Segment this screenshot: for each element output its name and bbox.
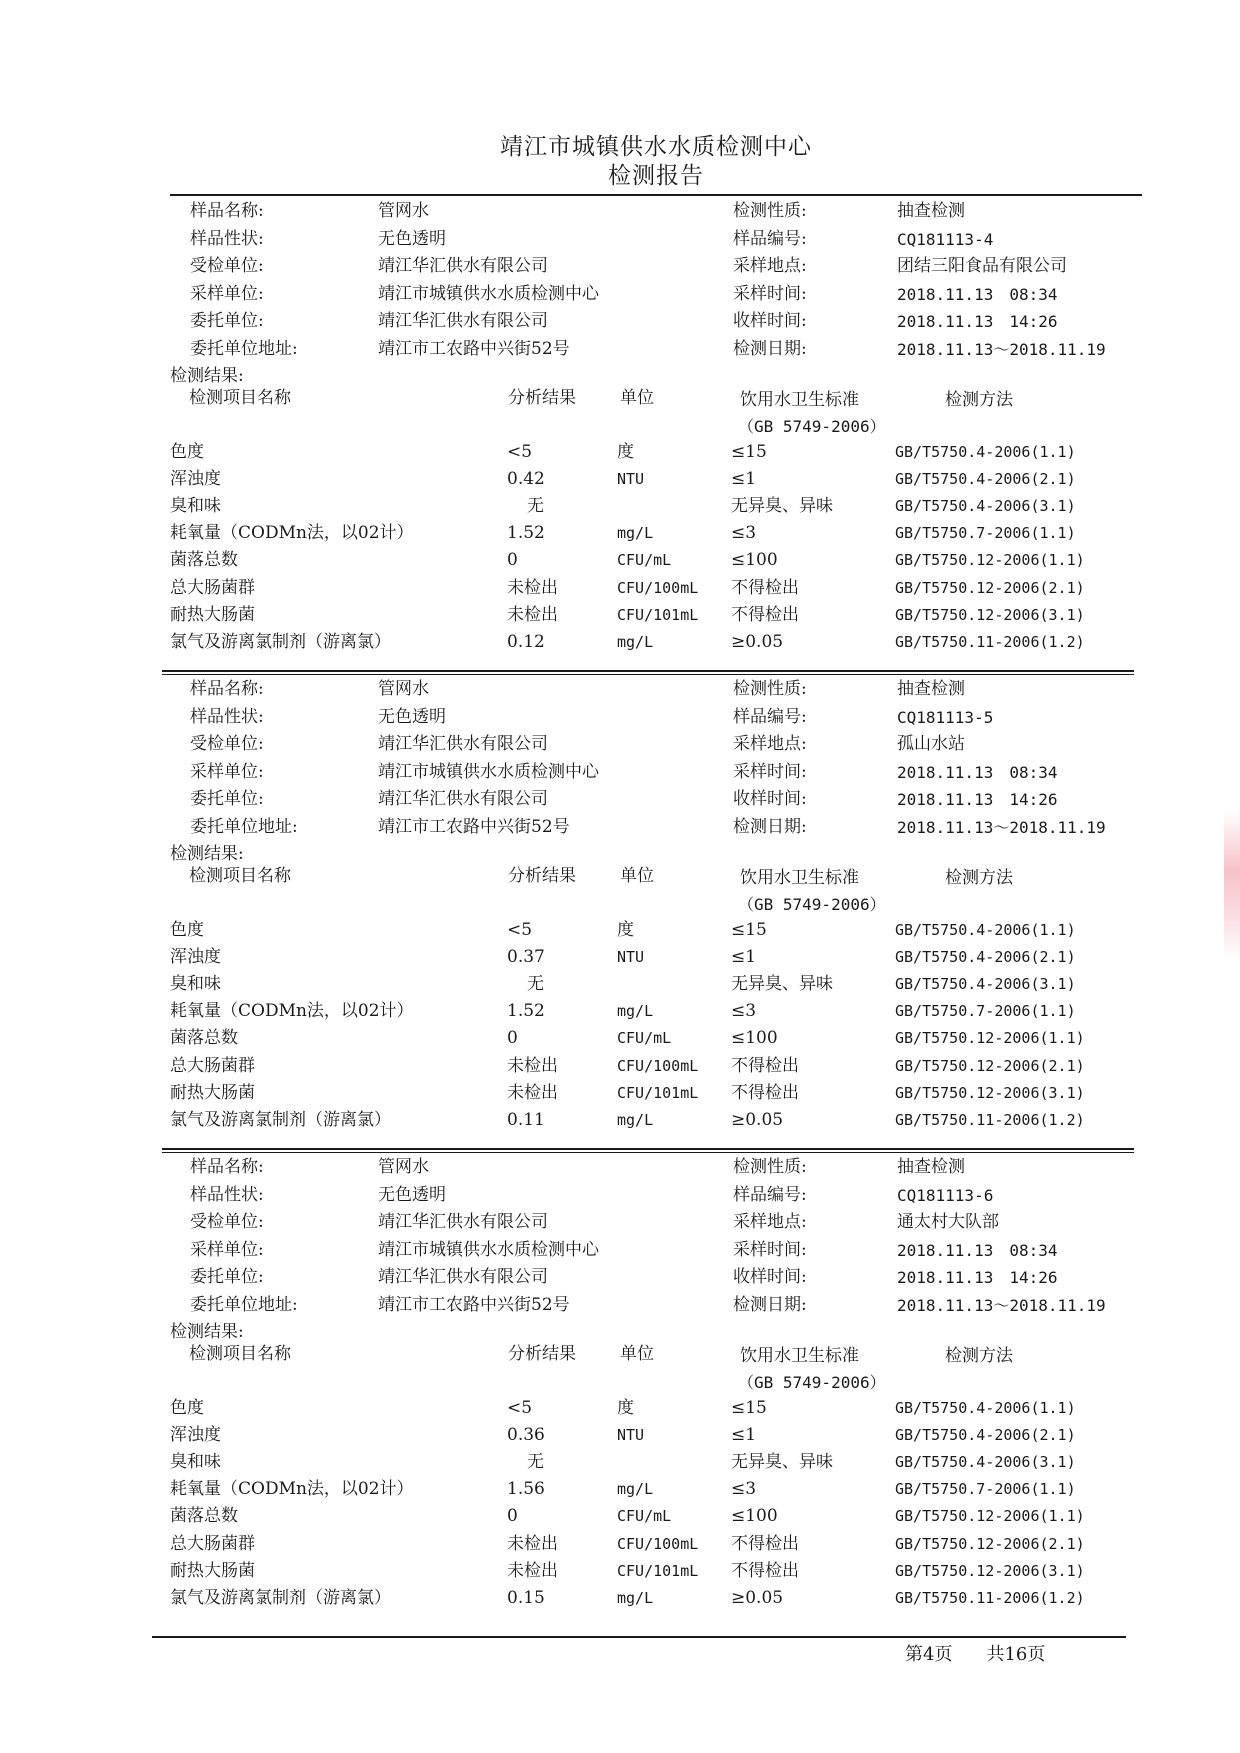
cell-result: <5: [507, 919, 533, 940]
cell-result: 1.52: [507, 523, 545, 544]
cell-item: 臭和味: [170, 1451, 221, 1472]
cell-standard: 不得检出: [731, 577, 799, 598]
meta-label: 收样时间:: [733, 1267, 807, 1287]
meta-label: 样品性状:: [190, 706, 264, 727]
cell-standard: 不得检出: [731, 1055, 799, 1076]
cell-item: 浑浊度: [170, 946, 221, 967]
header-method: 检测方法: [945, 867, 1013, 888]
meta-row: [0, 1182, 1240, 1209]
cell-standard: ≤15: [731, 919, 767, 940]
meta-label: 样品编号:: [733, 706, 807, 727]
cell-standard: ≤100: [731, 1506, 778, 1527]
header-result: 分析结果: [508, 387, 576, 408]
meta-row: [0, 1209, 1240, 1236]
cell-standard: 不得检出: [731, 1560, 799, 1581]
cell-result: 0.11: [507, 1109, 545, 1130]
meta-value: 无色透明: [378, 706, 446, 727]
cell-standard: ≤1: [731, 468, 757, 489]
meta-label: 委托单位:: [190, 311, 264, 331]
cell-result: 1.56: [507, 1479, 545, 1500]
meta-label: 检测性质:: [733, 1157, 807, 1177]
cell-standard: ≤100: [731, 1028, 778, 1049]
cell-item: 浑浊度: [170, 1424, 221, 1445]
page-current: 第4页: [905, 1644, 953, 1665]
cell-unit: CFU/101mL: [617, 605, 699, 624]
table-row: [0, 575, 1240, 602]
meta-value: 抽查检测: [897, 679, 965, 699]
cell-method: GB/T5750.7-2006(1.1): [895, 1480, 1076, 1499]
cell-item: 菌落总数: [170, 1028, 238, 1049]
section-rule: [162, 1148, 1134, 1150]
table-row: [0, 602, 1240, 629]
table-row: [0, 1503, 1240, 1530]
stamp-edge-mark: [1224, 810, 1240, 960]
meta-label: 采样单位:: [190, 1239, 264, 1260]
results-table-header: [0, 1341, 1240, 1395]
meta-value: 抽查检测: [897, 201, 965, 221]
cell-item: 菌落总数: [170, 550, 238, 571]
cell-result: 未检出: [507, 1055, 558, 1076]
meta-row: [0, 1154, 1240, 1181]
table-row: [0, 1476, 1240, 1503]
meta-label: 委托单位:: [190, 1267, 264, 1287]
meta-label: 受检单位:: [190, 734, 264, 754]
cell-item: 耗氧量（CODMn法，以02计）: [170, 523, 414, 544]
cell-item: 色度: [170, 441, 204, 462]
meta-value: 2018.11.13 14:26: [897, 790, 1058, 809]
cell-unit: mg/L: [617, 1002, 654, 1021]
meta-row: [0, 1264, 1240, 1291]
cell-method: GB/T5750.12-2006(3.1): [895, 1561, 1085, 1580]
header-item: 检测项目名称: [189, 1343, 291, 1364]
cell-item: 耐热大肠菌: [170, 604, 255, 625]
cell-standard: ≥0.05: [731, 631, 784, 652]
meta-label: 样品名称:: [190, 679, 264, 699]
cell-standard: ≥0.05: [731, 1109, 784, 1130]
cell-result: 0.36: [507, 1424, 545, 1445]
meta-value: 无色透明: [378, 228, 446, 249]
cell-item: 臭和味: [170, 495, 221, 516]
cell-result: 0.15: [507, 1587, 545, 1608]
cell-unit: CFU/101mL: [617, 1083, 699, 1102]
table-row: [0, 1025, 1240, 1052]
cell-method: GB/T5750.4-2006(1.1): [895, 920, 1076, 939]
cell-method: GB/T5750.12-2006(2.1): [895, 578, 1085, 597]
meta-label: 检测日期:: [733, 338, 807, 359]
section-rule: [162, 670, 1134, 672]
cell-standard: 无异臭、异味: [731, 973, 833, 994]
cell-result: 0: [507, 1028, 518, 1049]
cell-unit: CFU/mL: [617, 1029, 672, 1048]
meta-label: 检测日期:: [733, 1294, 807, 1315]
meta-label: 采样时间:: [733, 1239, 807, 1260]
meta-row: [0, 676, 1240, 703]
meta-label: 检测性质:: [733, 679, 807, 699]
cell-result: 无: [527, 495, 544, 516]
meta-label: 样品性状:: [190, 1184, 264, 1205]
meta-label: 收样时间:: [733, 789, 807, 809]
header-unit: 单位: [620, 387, 654, 408]
cell-unit: CFU/100mL: [617, 1534, 699, 1553]
cell-result: 未检出: [507, 604, 558, 625]
sample-section: [0, 676, 1240, 1154]
cell-method: GB/T5750.11-2006(1.2): [895, 632, 1085, 651]
meta-label: 委托单位地址:: [190, 1294, 298, 1315]
cell-result: 无: [527, 973, 544, 994]
meta-label: 委托单位:: [190, 789, 264, 809]
header-unit: 单位: [620, 865, 654, 886]
cell-unit: NTU: [617, 1425, 645, 1444]
cell-result: 0.42: [507, 468, 545, 489]
meta-label: 采样地点:: [733, 734, 807, 754]
cell-result: 0.12: [507, 631, 545, 652]
cell-unit: 度: [617, 441, 634, 462]
meta-value: CQ181113-5: [897, 707, 994, 727]
header-standard: 饮用水卫生标准: [740, 867, 859, 888]
cell-result: 未检出: [507, 577, 558, 598]
meta-value: 2018.11.13～2018.11.19: [897, 1295, 1106, 1315]
meta-value: 管网水: [378, 1157, 429, 1177]
cell-item: 总大肠菌群: [170, 1055, 255, 1076]
cell-item: 耐热大肠菌: [170, 1560, 255, 1581]
cell-result: 未检出: [507, 1082, 558, 1103]
meta-row: [0, 814, 1240, 841]
cell-standard: ≤1: [731, 946, 757, 967]
meta-row: [0, 786, 1240, 813]
meta-value: 靖江市工农路中兴街52号: [378, 1294, 570, 1315]
cell-method: GB/T5750.12-2006(1.1): [895, 1507, 1085, 1526]
meta-value: 2018.11.13 08:34: [897, 284, 1058, 304]
cell-method: GB/T5750.12-2006(3.1): [895, 605, 1085, 624]
meta-row: [0, 1292, 1240, 1319]
meta-value: 通太村大队部: [897, 1212, 999, 1232]
meta-value: 2018.11.13～2018.11.19: [897, 339, 1106, 359]
cell-unit: CFU/100mL: [617, 1056, 699, 1075]
table-row: [0, 493, 1240, 520]
table-row: [0, 1558, 1240, 1585]
meta-label: 样品名称:: [190, 1157, 264, 1177]
meta-label: 采样时间:: [733, 283, 807, 304]
table-row: [0, 1107, 1240, 1134]
meta-value: 靖江华汇供水有限公司: [378, 256, 548, 276]
header-method: 检测方法: [945, 1345, 1013, 1366]
cell-unit: mg/L: [617, 1480, 654, 1499]
cell-standard: 不得检出: [731, 1082, 799, 1103]
meta-row: [0, 1237, 1240, 1264]
results-label: 检测结果:: [170, 366, 244, 386]
cell-item: 色度: [170, 919, 204, 940]
meta-value: CQ181113-6: [897, 1185, 994, 1205]
cell-item: 总大肠菌群: [170, 577, 255, 598]
meta-value: 孤山水站: [897, 734, 965, 754]
meta-label: 采样时间:: [733, 761, 807, 782]
cell-item: 色度: [170, 1397, 204, 1418]
cell-standard: 不得检出: [731, 604, 799, 625]
cell-result: 1.52: [507, 1001, 545, 1022]
cell-unit: 度: [617, 1397, 634, 1418]
header-standard_code: （GB 5749-2006）: [738, 1372, 886, 1392]
meta-row: [0, 336, 1240, 363]
cell-item: 氯气及游离氯制剂（游离氯）: [170, 631, 391, 652]
meta-value: 靖江华汇供水有限公司: [378, 1212, 548, 1232]
table-row: [0, 1080, 1240, 1107]
meta-label: 受检单位:: [190, 256, 264, 276]
table-row: [0, 917, 1240, 944]
cell-item: 氯气及游离氯制剂（游离氯）: [170, 1587, 391, 1608]
meta-row: [0, 704, 1240, 731]
cell-result: <5: [507, 1397, 533, 1418]
cell-item: 耐热大肠菌: [170, 1082, 255, 1103]
cell-result: 0: [507, 1506, 518, 1527]
results-table-header: [0, 863, 1240, 917]
cell-method: GB/T5750.12-2006(1.1): [895, 1029, 1085, 1048]
header-standard: 饮用水卫生标准: [740, 1345, 859, 1366]
cell-standard: ≤3: [731, 523, 757, 544]
meta-value: 抽查检测: [897, 1157, 965, 1177]
cell-method: GB/T5750.4-2006(3.1): [895, 974, 1076, 993]
cell-standard: ≤15: [731, 1397, 767, 1418]
cell-result: 0.37: [507, 946, 545, 967]
cell-standard: 不得检出: [731, 1533, 799, 1554]
table-row: [0, 520, 1240, 547]
meta-row: [0, 308, 1240, 335]
meta-value: 靖江华汇供水有限公司: [378, 734, 548, 754]
meta-value: 靖江市工农路中兴街52号: [378, 816, 570, 837]
cell-unit: CFU/101mL: [617, 1561, 699, 1580]
cell-standard: ≤3: [731, 1001, 757, 1022]
meta-label: 受检单位:: [190, 1212, 264, 1232]
cell-method: GB/T5750.4-2006(2.1): [895, 947, 1076, 966]
cell-item: 耗氧量（CODMn法，以02计）: [170, 1001, 414, 1022]
meta-row: [0, 226, 1240, 253]
results-label: 检测结果:: [170, 844, 244, 864]
section-rule: [170, 194, 1142, 196]
cell-method: GB/T5750.4-2006(1.1): [895, 1398, 1076, 1417]
meta-value: 2018.11.13 14:26: [897, 1268, 1058, 1287]
cell-unit: CFU/mL: [617, 1507, 672, 1526]
meta-value: 2018.11.13 08:34: [897, 762, 1058, 782]
table-row: [0, 1531, 1240, 1558]
report-title: 靖江市城镇供水水质检测中心: [500, 134, 812, 160]
meta-row: [0, 253, 1240, 280]
table-row: [0, 971, 1240, 998]
header-result: 分析结果: [508, 1343, 576, 1364]
cell-item: 浑浊度: [170, 468, 221, 489]
header-standard_code: （GB 5749-2006）: [738, 416, 886, 436]
meta-label: 采样地点:: [733, 1212, 807, 1232]
cell-method: GB/T5750.4-2006(2.1): [895, 1425, 1076, 1444]
cell-result: <5: [507, 441, 533, 462]
cell-unit: mg/L: [617, 632, 654, 651]
table-row: [0, 998, 1240, 1025]
meta-row: [0, 281, 1240, 308]
sample-section: [0, 198, 1240, 676]
cell-standard: ≤3: [731, 1479, 757, 1500]
results-table-header: [0, 385, 1240, 439]
table-row: [0, 1053, 1240, 1080]
footer-rule: [152, 1636, 1126, 1638]
cell-result: 未检出: [507, 1560, 558, 1581]
meta-row: [0, 759, 1240, 786]
meta-value: 靖江市工农路中兴街52号: [378, 338, 570, 359]
cell-method: GB/T5750.12-2006(1.1): [895, 551, 1085, 570]
meta-label: 检测性质:: [733, 201, 807, 221]
cell-standard: ≤1: [731, 1424, 757, 1445]
meta-value: 管网水: [378, 679, 429, 699]
header-standard_code: （GB 5749-2006）: [738, 894, 886, 914]
cell-result: 未检出: [507, 1533, 558, 1554]
cell-method: GB/T5750.12-2006(2.1): [895, 1056, 1085, 1075]
report-subtitle: 检测报告: [608, 163, 704, 189]
meta-label: 样品编号:: [733, 228, 807, 249]
cell-item: 氯气及游离氯制剂（游离氯）: [170, 1109, 391, 1130]
meta-value: 靖江市城镇供水水质检测中心: [378, 283, 599, 304]
results-label: 检测结果:: [170, 1322, 244, 1342]
cell-method: GB/T5750.7-2006(1.1): [895, 524, 1076, 543]
meta-value: 管网水: [378, 201, 429, 221]
cell-standard: ≤15: [731, 441, 767, 462]
cell-method: GB/T5750.4-2006(2.1): [895, 469, 1076, 488]
meta-value: 2018.11.13 14:26: [897, 312, 1058, 331]
cell-unit: NTU: [617, 947, 645, 966]
cell-item: 臭和味: [170, 973, 221, 994]
cell-item: 菌落总数: [170, 1506, 238, 1527]
cell-standard: ≤100: [731, 550, 778, 571]
meta-label: 样品名称:: [190, 201, 264, 221]
cell-standard: 无异臭、异味: [731, 1451, 833, 1472]
meta-value: 靖江华汇供水有限公司: [378, 311, 548, 331]
cell-unit: 度: [617, 919, 634, 940]
cell-unit: NTU: [617, 469, 645, 488]
table-row: [0, 1449, 1240, 1476]
cell-method: GB/T5750.4-2006(1.1): [895, 442, 1076, 461]
meta-value: 靖江市城镇供水水质检测中心: [378, 761, 599, 782]
cell-item: 耗氧量（CODMn法，以02计）: [170, 1479, 414, 1500]
meta-label: 采样地点:: [733, 256, 807, 276]
cell-method: GB/T5750.4-2006(3.1): [895, 496, 1076, 515]
header-item: 检测项目名称: [189, 387, 291, 408]
table-row: [0, 1395, 1240, 1422]
cell-result: 无: [527, 1451, 544, 1472]
cell-unit: mg/L: [617, 1588, 654, 1607]
meta-row: [0, 198, 1240, 225]
meta-value: 2018.11.13～2018.11.19: [897, 817, 1106, 837]
meta-label: 样品性状:: [190, 228, 264, 249]
meta-value: 团结三阳食品有限公司: [897, 256, 1067, 276]
meta-label: 委托单位地址:: [190, 816, 298, 837]
cell-method: GB/T5750.12-2006(3.1): [895, 1083, 1085, 1102]
meta-label: 收样时间:: [733, 311, 807, 331]
meta-value: 靖江华汇供水有限公司: [378, 789, 548, 809]
table-row: [0, 547, 1240, 574]
meta-label: 检测日期:: [733, 816, 807, 837]
meta-value: 无色透明: [378, 1184, 446, 1205]
meta-value: 靖江市城镇供水水质检测中心: [378, 1239, 599, 1260]
header-standard: 饮用水卫生标准: [740, 389, 859, 410]
meta-value: 2018.11.13 08:34: [897, 1240, 1058, 1260]
table-row: [0, 944, 1240, 971]
cell-unit: CFU/100mL: [617, 578, 699, 597]
table-row: [0, 1585, 1240, 1612]
cell-method: GB/T5750.11-2006(1.2): [895, 1588, 1085, 1607]
header-unit: 单位: [620, 1343, 654, 1364]
header-item: 检测项目名称: [189, 865, 291, 886]
sample-section: [0, 1154, 1240, 1632]
meta-label: 样品编号:: [733, 1184, 807, 1205]
cell-unit: mg/L: [617, 524, 654, 543]
cell-method: GB/T5750.11-2006(1.2): [895, 1110, 1085, 1129]
meta-row: [0, 731, 1240, 758]
page-number: [905, 1640, 1045, 1666]
meta-label: 委托单位地址:: [190, 338, 298, 359]
cell-item: 总大肠菌群: [170, 1533, 255, 1554]
table-row: [0, 629, 1240, 656]
cell-standard: ≥0.05: [731, 1587, 784, 1608]
table-row: [0, 1422, 1240, 1449]
table-row: [0, 466, 1240, 493]
header-result: 分析结果: [508, 865, 576, 886]
meta-label: 采样单位:: [190, 283, 264, 304]
cell-method: GB/T5750.7-2006(1.1): [895, 1002, 1076, 1021]
page-total: 共16页: [986, 1644, 1046, 1665]
meta-value: 靖江华汇供水有限公司: [378, 1267, 548, 1287]
cell-method: GB/T5750.12-2006(2.1): [895, 1534, 1085, 1553]
meta-value: CQ181113-4: [897, 229, 994, 249]
header-method: 检测方法: [945, 389, 1013, 410]
cell-result: 0: [507, 550, 518, 571]
cell-unit: mg/L: [617, 1110, 654, 1129]
cell-unit: CFU/mL: [617, 551, 672, 570]
table-row: [0, 439, 1240, 466]
meta-label: 采样单位:: [190, 761, 264, 782]
cell-standard: 无异臭、异味: [731, 495, 833, 516]
cell-method: GB/T5750.4-2006(3.1): [895, 1452, 1076, 1471]
